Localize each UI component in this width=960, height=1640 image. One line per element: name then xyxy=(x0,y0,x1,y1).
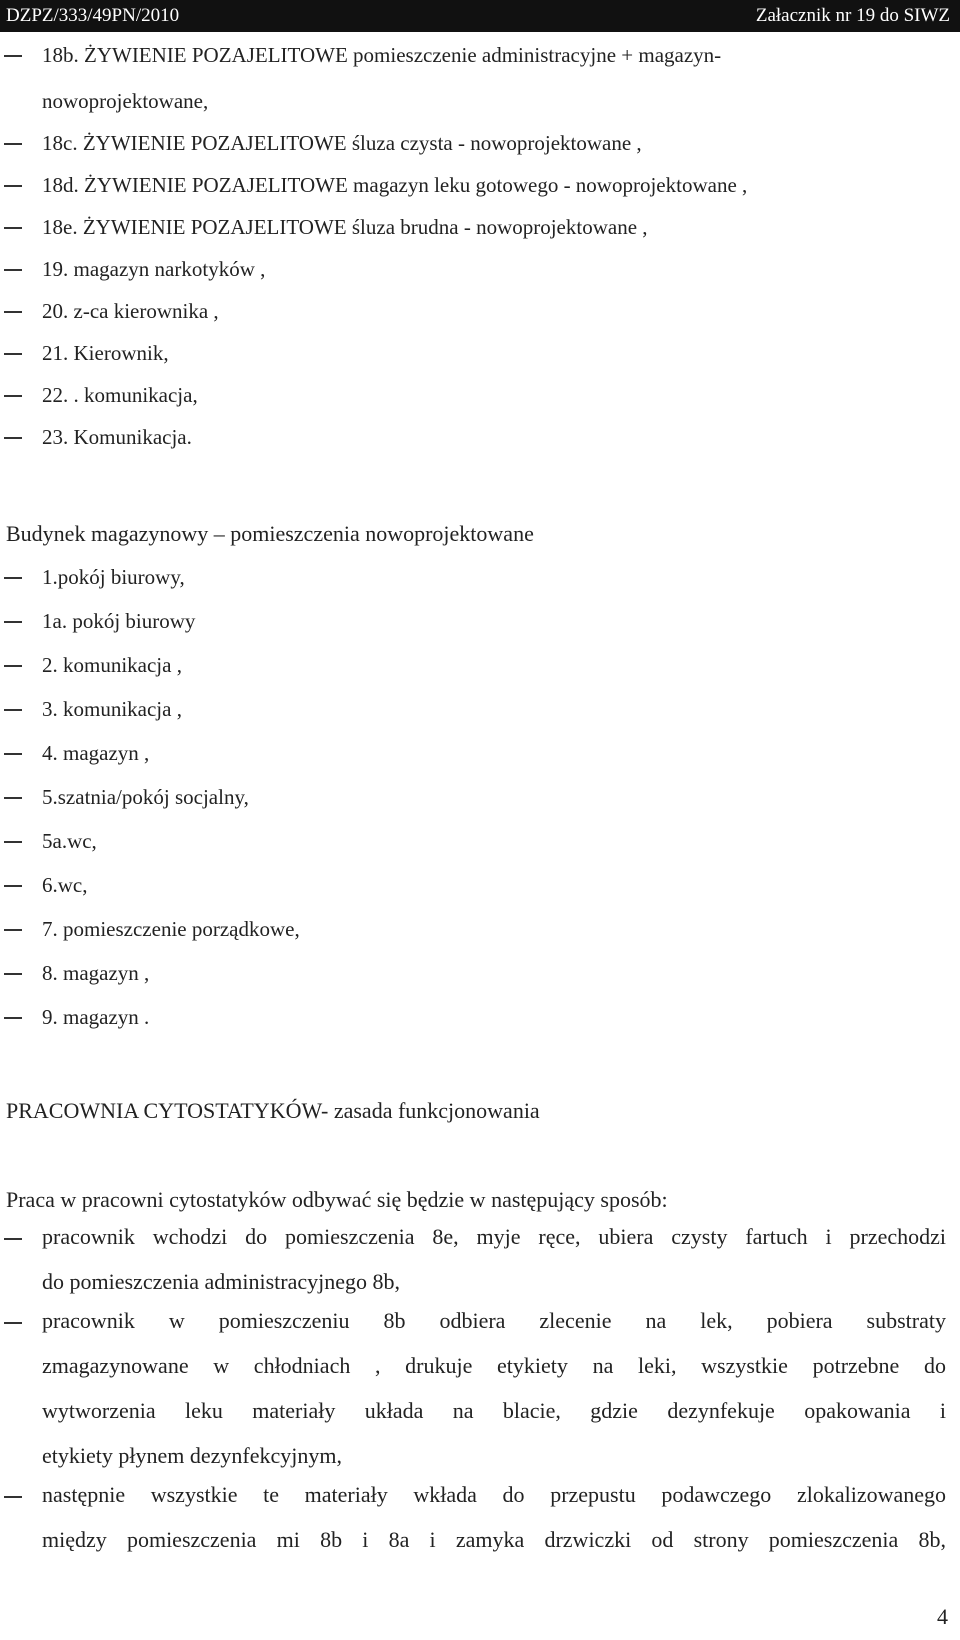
dash-bullet-icon xyxy=(4,437,22,439)
paragraph-line: do pomieszczenia administracyjnego 8b, xyxy=(42,1269,400,1294)
dash-bullet-icon xyxy=(4,621,22,623)
dash-bullet-icon xyxy=(4,311,22,313)
dash-bullet-icon xyxy=(4,577,22,579)
dash-bullet-icon xyxy=(4,227,22,229)
dash-bullet-icon xyxy=(4,753,22,755)
dash-bullet-icon xyxy=(4,841,22,843)
dash-bullet-icon xyxy=(4,973,22,975)
dash-bullet-icon xyxy=(4,395,22,397)
dash-bullet-icon xyxy=(4,1322,22,1324)
dash-bullet-icon xyxy=(4,143,22,145)
document-header xyxy=(0,0,960,32)
paragraph-line: zmagazynowane w chłodniach , drukuje etykiety na leki, wszystkie potrzebne do xyxy=(42,1353,946,1378)
dash-bullet-icon xyxy=(4,665,22,667)
attachment-label: Załacznik nr 19 do SIWZ xyxy=(755,5,950,26)
paragraph-line: etykiety płynem dezynfekcyjnym, xyxy=(42,1443,342,1468)
paragraph-line: wytworzenia leku materiały układa na blacie, gdzie dezynfekuje opakowania i xyxy=(42,1398,946,1423)
dash-bullet-icon xyxy=(4,709,22,711)
dash-bullet-icon xyxy=(4,1017,22,1019)
paragraph-line: między pomieszczenia mi 8b i 8a i zamyka drzwiczki od strony pomieszczenia 8b, xyxy=(42,1527,946,1552)
dash-bullet-icon xyxy=(4,929,22,931)
paragraph-line: następnie wszystkie te materiały wkłada do przepustu podawczego zlokalizowanego xyxy=(42,1482,946,1507)
page-number: 4 xyxy=(937,1604,948,1629)
dash-bullet-icon xyxy=(4,1496,22,1498)
section-title-warehouse: Budynek magazynowy ‒ pomieszczenia nowoprojektowane xyxy=(6,521,534,546)
paragraph-line: pracownik w pomieszczeniu 8b odbiera zlecenie na lek, pobiera substraty xyxy=(42,1308,946,1333)
dash-bullet-icon xyxy=(4,1238,22,1240)
dash-bullet-icon xyxy=(4,885,22,887)
document-reference: DZPZ/333/49PN/2010 xyxy=(6,5,180,26)
dash-bullet-icon xyxy=(4,185,22,187)
paragraph-line: pracownik wchodzi do pomieszczenia 8e, myje ręce, ubiera czysty fartuch i przechodzi xyxy=(42,1224,946,1249)
section-title-cytostatics: PRACOWNIA CYTOSTATYKÓW- zasada funkcjonowania xyxy=(6,1098,540,1123)
dash-bullet-icon xyxy=(4,797,22,799)
dash-bullet-icon xyxy=(4,55,22,57)
intro-paragraph: Praca w pracowni cytostatyków odbywać się będzie w następujący sposób: xyxy=(6,1187,668,1212)
dash-bullet-icon xyxy=(4,353,22,355)
dash-bullet-icon xyxy=(4,269,22,271)
